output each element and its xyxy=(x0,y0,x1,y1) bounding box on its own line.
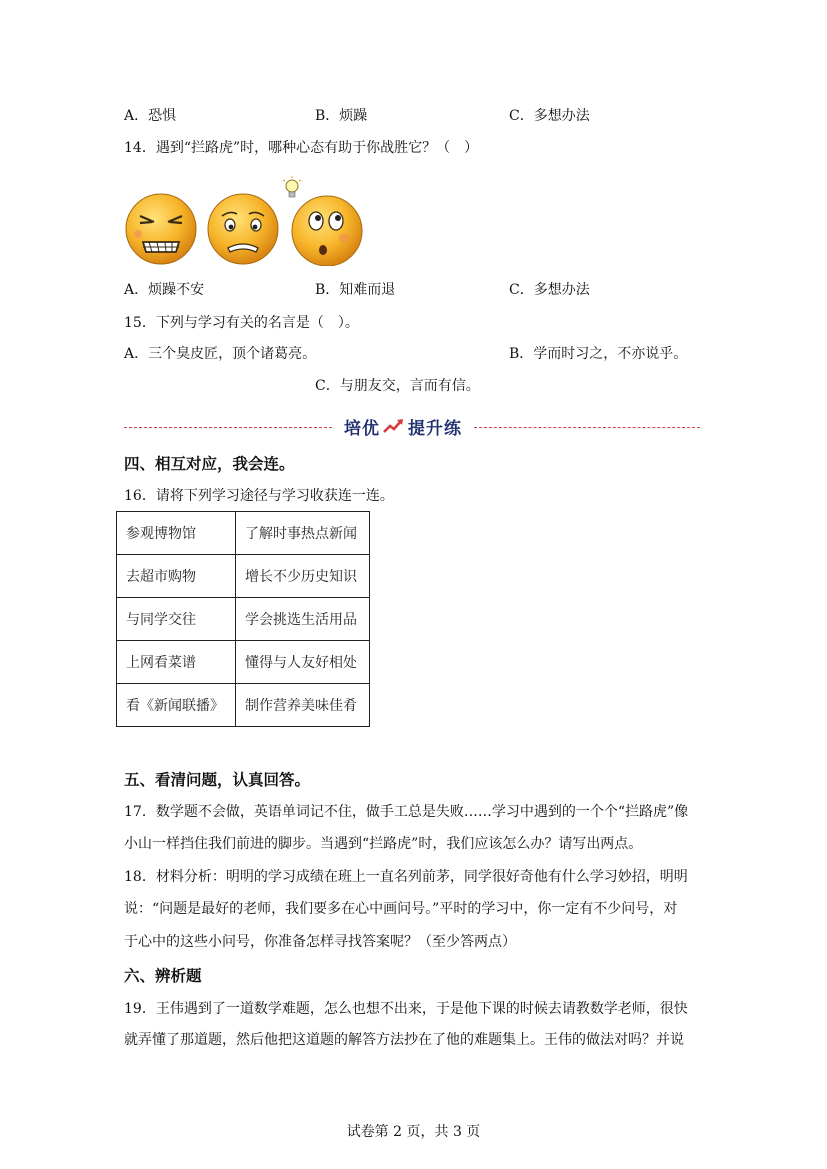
q18-line2: 说：“问题是最好的老师，我们要多在心中画问号。”平时的学习中，你一定有不少问号，对 xyxy=(124,901,678,917)
way-cell: 参观博物馆 xyxy=(117,512,236,555)
sad-face-icon xyxy=(208,194,278,264)
table-row xyxy=(117,684,370,727)
banner-improve-practice xyxy=(336,413,470,439)
q19-line1: 19．王伟遇到了一道数学难题，怎么也想不出来，于是他下课的时候去请教数学老师，很快 xyxy=(124,1001,688,1017)
arrow-up-icon xyxy=(382,417,406,435)
divider-right xyxy=(474,427,700,428)
banner-left-text: 培优 xyxy=(344,418,380,439)
light-bulb-icon xyxy=(283,176,301,197)
q17-line1: 17．数学题不会做，英语单词记不住，做手工总是失败……学习中遇到的一个个“拦路虎”像 xyxy=(124,804,689,820)
table-row xyxy=(117,641,370,684)
section5-title: 五、看清问题，认真回答。 xyxy=(124,771,311,789)
gain-cell: 增长不少历史知识 xyxy=(236,555,370,598)
q14-stem: 14．遇到“拦路虎”时，哪种心态有助于你战胜它？（ ） xyxy=(124,140,479,156)
thinking-face-icon xyxy=(292,196,362,266)
gain-cell: 学会挑选生活用品 xyxy=(236,598,370,641)
q14-option-b: B．知难而退 xyxy=(315,282,396,298)
q16-stem: 16．请将下列学习途径与学习收获连一连。 xyxy=(124,488,394,504)
gain-cell: 懂得与人友好相处 xyxy=(236,641,370,684)
table-row xyxy=(117,598,370,641)
banner-right-text: 提升练 xyxy=(408,418,462,439)
q18-line3: 于心中的这些小问号，你准备怎样寻找答案呢？（至少答两点） xyxy=(124,934,516,950)
q13-option-c: C．多想办法 xyxy=(509,108,590,124)
gain-cell: 制作营养美味佳肴 xyxy=(236,684,370,727)
matching-table xyxy=(116,511,370,727)
emoji-faces-illustration xyxy=(124,176,364,266)
section4-title: 四、相互对应，我会连。 xyxy=(124,455,295,473)
page-footer: 试卷第 2 页，共 3 页 xyxy=(346,1124,481,1140)
section6-title: 六、辨析题 xyxy=(124,967,202,985)
divider-left xyxy=(124,427,332,428)
gain-cell: 了解时事热点新闻 xyxy=(236,512,370,555)
q14-option-c: C．多想办法 xyxy=(509,282,590,298)
q19-line2: 就弄懂了那道题，然后他把这道题的解答方法抄在了他的难题集上。王伟的做法对吗？并说 xyxy=(124,1032,684,1048)
table-row xyxy=(117,512,370,555)
q17-line2: 小山一样挡住我们前进的脚步。当遇到“拦路虎”时，我们应该怎么办？请写出两点。 xyxy=(124,836,643,852)
q14-option-a: A．烦躁不安 xyxy=(124,282,205,298)
q15-option-c: C．与朋友交，言而有信。 xyxy=(315,378,480,394)
way-cell: 看《新闻联播》 xyxy=(117,684,236,727)
way-cell: 去超市购物 xyxy=(117,555,236,598)
q15-stem: 15．下列与学习有关的名言是（ ）。 xyxy=(124,315,359,331)
way-cell: 与同学交往 xyxy=(117,598,236,641)
q13-option-a: A．恐惧 xyxy=(124,108,177,124)
way-cell: 上网看菜谱 xyxy=(117,641,236,684)
q18-line1: 18．材料分析：明明的学习成绩在班上一直名列前茅，同学很好奇他有什么学习妙招，明明 xyxy=(124,869,688,885)
q13-option-b: B．烦躁 xyxy=(315,108,368,124)
irritable-face-icon xyxy=(126,194,196,264)
q15-option-b: B．学而时习之，不亦说乎。 xyxy=(509,346,688,362)
table-row xyxy=(117,555,370,598)
q15-option-a: A．三个臭皮匠，顶个诸葛亮。 xyxy=(124,346,317,362)
